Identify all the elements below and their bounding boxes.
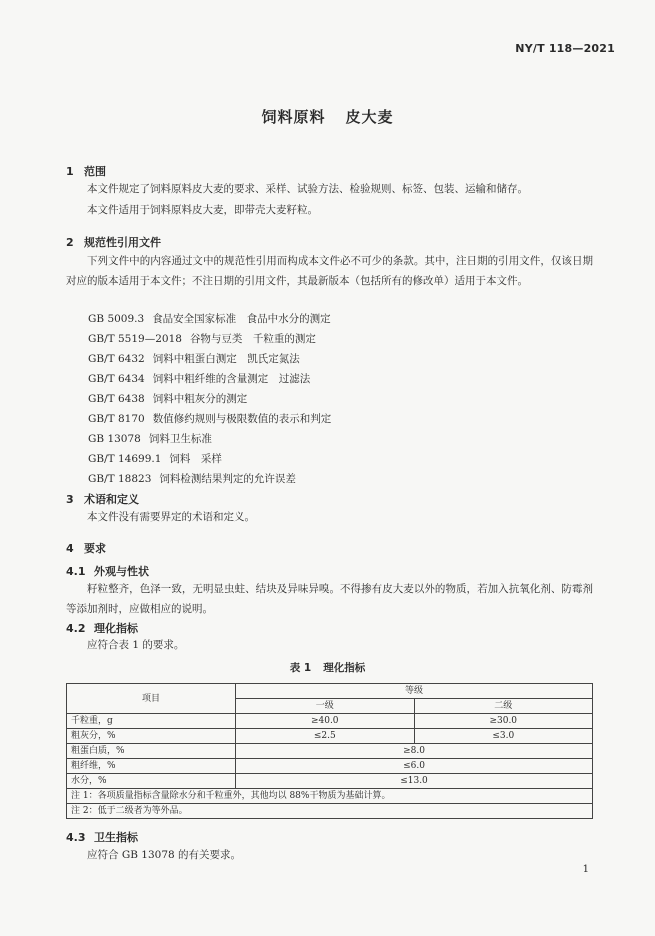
section-4-1-number: 4.1 xyxy=(66,565,86,578)
row-value: ≥8.0 xyxy=(236,744,593,759)
section-1-title: 范围 xyxy=(84,165,106,178)
section-1-paragraph-2: 本文件适用于饲料原料皮大麦，即带壳大麦籽粒。 xyxy=(87,204,318,216)
section-4-2-paragraph: 应符合表 1 的要求。 xyxy=(87,639,185,651)
reference-code: GB/T 6432 xyxy=(88,353,145,365)
section-4-title: 要求 xyxy=(84,542,106,555)
reference-item xyxy=(88,391,247,406)
row-grade-2-value: ≥30.0 xyxy=(414,714,593,729)
section-1-number: 1 xyxy=(66,165,74,178)
row-value: ≤6.0 xyxy=(236,759,593,774)
reference-item xyxy=(88,311,331,326)
row-item: 粗纤维，% xyxy=(67,759,236,774)
table-row xyxy=(67,714,593,729)
standard-code: NY/T 118—2021 xyxy=(515,42,615,55)
reference-code: GB/T 18823 xyxy=(88,473,152,485)
row-value: ≤13.0 xyxy=(236,774,593,789)
page-number: 1 xyxy=(582,864,589,875)
header-grade-1: 一级 xyxy=(236,699,415,714)
section-1-paragraph-1: 本文件规定了饲料原料皮大麦的要求、采样、试验方法、检验规则、标签、包装、运输和储存。 xyxy=(87,183,528,195)
row-item: 千粒重，g xyxy=(67,714,236,729)
reference-name: 谷物与豆类 千粒重的测定 xyxy=(189,333,316,345)
header-grade-2: 二级 xyxy=(414,699,593,714)
reference-name: 饲料中粗纤维的含量测定 过滤法 xyxy=(152,373,311,385)
reference-name: 食品安全国家标准 食品中水分的测定 xyxy=(152,313,331,325)
header-grade: 等级 xyxy=(236,684,593,699)
reference-name: 饲料卫生标准 xyxy=(148,433,212,445)
title-part-1: 饲料原料 xyxy=(261,108,326,126)
section-4-2-heading xyxy=(66,620,138,636)
reference-code: GB 13078 xyxy=(88,433,141,445)
table-row xyxy=(67,774,593,789)
reference-code: GB/T 14699.1 xyxy=(88,453,162,465)
reference-item xyxy=(88,371,310,386)
table-caption-title: 理化指标 xyxy=(323,662,366,674)
section-3-title: 术语和定义 xyxy=(84,493,139,506)
table-caption-number: 表 1 xyxy=(289,662,312,674)
reference-item xyxy=(88,411,331,426)
section-4-1-title: 外观与性状 xyxy=(94,565,149,578)
reference-name: 饲料中粗灰分的测定 xyxy=(152,393,248,405)
reference-code: GB/T 6434 xyxy=(88,373,145,385)
table-note-2: 注 2：低于二级者为等外品。 xyxy=(67,804,593,819)
section-4-3-title: 卫生指标 xyxy=(94,831,138,844)
row-grade-1-value: ≥40.0 xyxy=(236,714,415,729)
section-2-paragraph: 下列文件中的内容通过文中的规范性引用而构成本文件必不可少的条款。其中，注日期的引用文件，仅该日期对应的版本适用于本文件；不注日期的引用文件，其最新版本（包括所有的修改单）适用于本文件。 xyxy=(66,255,593,287)
section-4-heading xyxy=(66,540,106,556)
reference-name: 数值修约规则与极限数值的表示和判定 xyxy=(152,413,332,425)
table-row xyxy=(67,729,593,744)
section-4-1-paragraph: 籽粒整齐，色泽一致，无明显虫蛀、结块及异味异嗅。不得掺有皮大麦以外的物质，若加入抗氧化剂、防霉剂等添加剂时，应做相应的说明。 xyxy=(66,583,593,615)
table-note-row xyxy=(67,804,593,819)
reference-item xyxy=(88,471,296,486)
row-item: 水分，% xyxy=(67,774,236,789)
table-header-row xyxy=(67,684,593,699)
table-row xyxy=(67,759,593,774)
row-item: 粗蛋白质，% xyxy=(67,744,236,759)
header-item: 项目 xyxy=(67,684,236,714)
reference-item xyxy=(88,451,222,466)
section-4-1-heading xyxy=(66,563,149,579)
table-note-row xyxy=(67,789,593,804)
section-1-heading xyxy=(66,163,106,179)
section-4-2-title: 理化指标 xyxy=(94,622,138,635)
reference-name: 饲料 采样 xyxy=(169,453,222,465)
section-2-heading xyxy=(66,234,161,250)
row-grade-2-value: ≤3.0 xyxy=(414,729,593,744)
row-grade-1-value: ≤2.5 xyxy=(236,729,415,744)
reference-item xyxy=(88,331,316,346)
title-part-2: 皮大麦 xyxy=(345,108,394,126)
section-3-paragraph: 本文件没有需要界定的术语和定义。 xyxy=(87,511,255,523)
reference-code: GB 5009.3 xyxy=(88,313,145,325)
reference-item xyxy=(88,351,300,366)
physicochemical-table xyxy=(66,683,593,819)
section-4-3-paragraph: 应符合 GB 13078 的有关要求。 xyxy=(87,849,242,861)
section-4-3-number: 4.3 xyxy=(66,831,86,844)
document-title xyxy=(0,106,655,127)
table-caption xyxy=(0,660,655,675)
section-3-heading xyxy=(66,491,139,507)
reference-item xyxy=(88,431,212,446)
table-row xyxy=(67,744,593,759)
section-4-3-heading xyxy=(66,829,138,845)
reference-name: 饲料检测结果判定的允许误差 xyxy=(159,473,296,485)
section-4-number: 4 xyxy=(66,542,74,555)
section-2-number: 2 xyxy=(66,236,74,249)
row-item: 粗灰分，% xyxy=(67,729,236,744)
reference-name: 饲料中粗蛋白测定 凯氏定氮法 xyxy=(152,353,300,365)
section-3-number: 3 xyxy=(66,493,74,506)
reference-code: GB/T 5519—2018 xyxy=(88,333,182,345)
reference-code: GB/T 8170 xyxy=(88,413,145,425)
table-note-1: 注 1：各项质量指标含量除水分和千粒重外，其他均以 88%干物质为基础计算。 xyxy=(67,789,593,804)
section-2-title: 规范性引用文件 xyxy=(84,236,161,249)
reference-code: GB/T 6438 xyxy=(88,393,145,405)
section-4-2-number: 4.2 xyxy=(66,622,86,635)
